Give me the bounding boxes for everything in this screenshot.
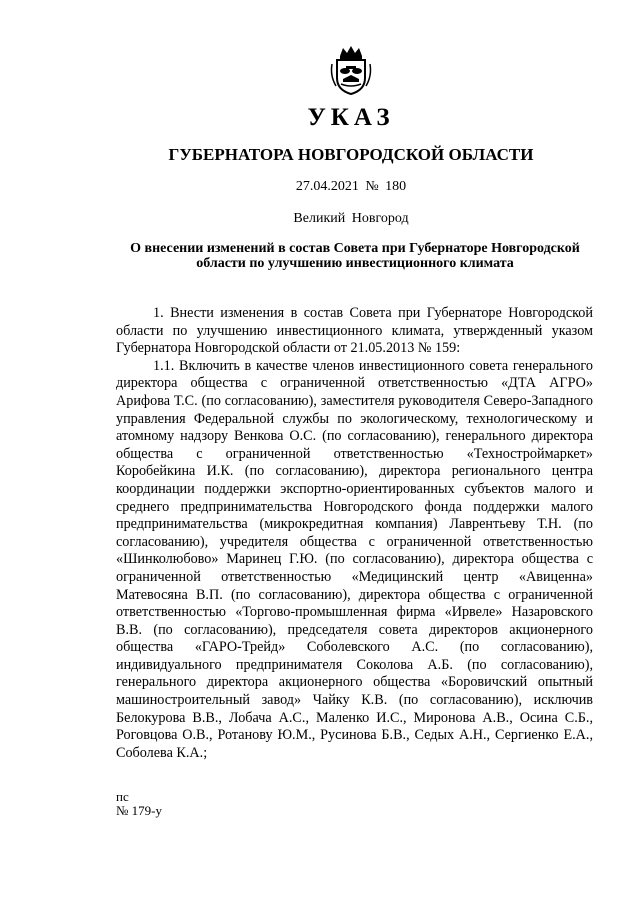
document-body (116, 305, 593, 762)
document-heading: О внесении изменений в состав Совета при Губернаторе Новгородской области по улучшению инвестиционного климата (130, 241, 580, 271)
coat-of-arms-icon (326, 44, 376, 96)
date-and-number: 27.04.2021 № 180 (295, 179, 407, 194)
place-of-issue: Великий Новгород (293, 211, 409, 226)
paragraph-1: 1. Внести изменения в состав Совета при Губернаторе Новгородской области по улучшению инвестиционного климата, утвержденный указом Губернатора Новгородской области от 21.05.2013 № 159: (116, 305, 593, 357)
paragraph-1-1: 1.1. Включить в качестве членов инвестиционного совета генерального директора общества с ограниченной ответственностью «ДТА АГРО» Арифова Т.С. (по согласованию), заместителя руководителя Северо-Западного управления Федеральной службы по экологическому, технологическому и атомному надзору Венкова О.С. (по согласованию), генерального директора общества с ограниченной ответственностью «Техностроймаркет» Коробейкина И.К. (по согласованию), директора регионального центра координации поддержки экспортно-ориентированных субъектов малого и среднего предпринимательства Новгородского фонда поддержки малого предпринимательства (микрокредитная компания) Лаврентьеву Т.Н. (по согласованию), учредителя общества с ограниченной ответственностью «Шинколюбово» Маринец Г.Ю. (по согласованию), директора общества с ограниченной ответственностью «Медицинский центр «Авиценна» Матевосяна В.П. (по согласованию), директора общества с ограниченной ответственностью «Торгово-промышленная фирма «Ирвеле» Назаровского В.В. (по согласованию), председателя совета директоров акционерного общества «ГАРО-Трейд» Соболевского А.С. (по согласованию), индивидуального предпринимателя Соколова А.Б. (по согласованию), генерального директора акционерного общества «Боровичский опытный машиностроительный завод» Чайку К.В. (по согласованию), исключив Белокурова В.В., Лобача А.С., Маленко И.С., Миронова А.В., Осина С.Б., Роговцова О.В., Ротанову Ю.М., Русинова Б.В., Седых А.Н., Сергиенко Е.А., Соболева К.А.; (116, 357, 593, 761)
document-title: УКАЗ (307, 104, 395, 131)
author-initials: пс (116, 789, 129, 804)
document-footer (116, 790, 162, 818)
document-issuer: ГУБЕРНАТОРА НОВГОРОДСКОЙ ОБЛАСТИ (168, 145, 534, 164)
registration-number: № 179-у (116, 803, 162, 818)
